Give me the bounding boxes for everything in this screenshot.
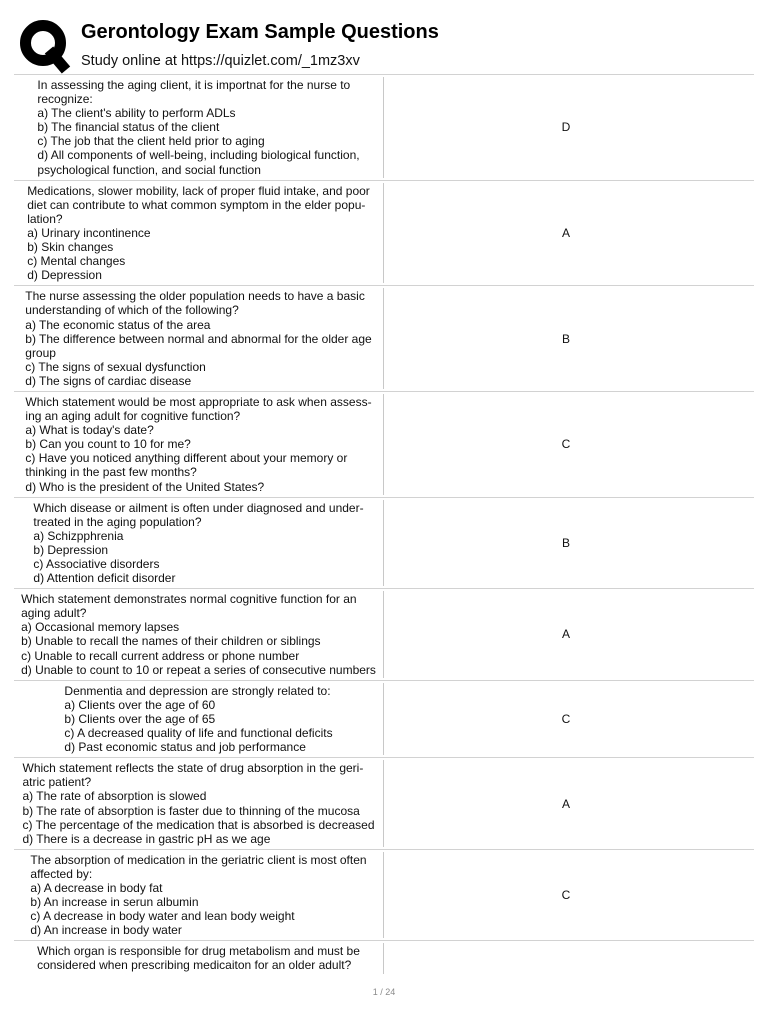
question-text (23, 761, 375, 846)
question-cell (14, 392, 383, 497)
card-row (14, 285, 754, 391)
answer-letter: C (561, 888, 571, 903)
study-online-link[interactable]: https://quizlet.com/_1mz3xv (180, 53, 360, 69)
question-line: In assessing the aging client, it is importnat for the nurse to (37, 78, 351, 92)
answer-cell (384, 181, 754, 286)
question-cell (14, 498, 383, 589)
answer-letter: B (561, 535, 570, 550)
question-line: Which disease or ailment is often under diagnosed and under- (33, 500, 364, 515)
card-row (14, 588, 754, 680)
question-text (64, 684, 332, 754)
question-line: Denmentia and depression are strongly related to: (64, 683, 331, 698)
answer-cell (384, 941, 754, 975)
question-line: Which statement would be most appropriate to ask when assess- (25, 394, 372, 409)
question-cell (14, 681, 383, 757)
option-line: b) Unable to recall the names of their children or siblings (21, 634, 321, 649)
question-text (21, 592, 376, 677)
question-cell (14, 286, 383, 391)
card-row (14, 497, 754, 589)
question-text (25, 395, 371, 494)
option-line: d) There is a decrease in gastric pH as we age (22, 831, 271, 846)
question-cell (14, 941, 383, 975)
option-line: a) Occasional memory lapses (21, 620, 180, 635)
question-text (33, 501, 363, 586)
option-line: b) Clients over the age of 65 (64, 711, 216, 726)
page-indicator: 1 / 24 (372, 987, 396, 997)
option-line: group (25, 345, 56, 360)
answer-cell (384, 286, 754, 391)
option-line: c) A decreased quality of life and functional deficits (64, 726, 333, 741)
question-line: Which statement demonstrates normal cognitive function for an (21, 592, 357, 607)
answer-cell (384, 498, 754, 589)
option-line: b) Depression (33, 542, 109, 557)
option-line: a) Schizpphrenia (33, 528, 124, 543)
option-line: d) An increase in body water (30, 923, 182, 938)
option-line: d) All components of well-being, including biological function, (37, 148, 360, 163)
option-line: a) The economic status of the area (25, 317, 211, 332)
question-cell (14, 589, 383, 680)
option-line: b) Skin changes (27, 240, 114, 255)
question-line: Which organ is responsible for drug metabolism and must be (37, 944, 360, 959)
option-line: a) What is today's date? (25, 423, 154, 438)
document-subtitle (81, 52, 360, 70)
answer-letter: A (561, 225, 570, 240)
answer-letter: D (561, 120, 571, 135)
question-line: considered when prescribing medicaiton for an older adult? (37, 958, 352, 973)
question-line: Medications, slower mobility, lack of proper fluid intake, and poor (27, 183, 370, 198)
option-line: d) Attention deficit disorder (33, 571, 176, 586)
question-line: lation? (27, 211, 63, 226)
card-row (14, 680, 754, 757)
option-line: b) The financial status of the client (37, 120, 220, 135)
option-line: c) The signs of sexual dysfunction (25, 359, 206, 374)
question-line: atric patient? (22, 775, 92, 790)
question-line: recognize: (37, 92, 93, 107)
option-line: b) The rate of absorption is faster due to thinning of the mucosa (22, 803, 360, 818)
question-text (30, 853, 366, 938)
option-line: b) The difference between normal and abnormal for the older age (25, 331, 372, 346)
question-line: treated in the aging population? (33, 514, 202, 529)
answer-cell (384, 589, 754, 680)
option-line: d) Depression (27, 268, 102, 283)
question-line: diet can contribute to what common symptom in the elder popu- (27, 197, 366, 212)
question-line: ing an aging adult for cognitive function? (25, 409, 241, 424)
option-line: c) A decrease in body water and lean body weight (30, 909, 295, 924)
option-line: b) An increase in serun albumin (30, 895, 199, 910)
question-line: The nurse assessing the older population needs to have a basic (25, 289, 365, 304)
subtitle-prefix: Study online at (81, 53, 177, 69)
option-line: c) Mental changes (27, 254, 126, 269)
quizlet-logo-icon (18, 17, 72, 75)
question-cell (14, 75, 383, 180)
answer-letter: B (561, 331, 570, 346)
answer-letter: A (561, 627, 570, 642)
question-text (37, 78, 359, 177)
option-line: a) Clients over the age of 60 (64, 697, 216, 712)
question-line: understanding of which of the following? (25, 303, 239, 318)
option-line: c) The job that the client held prior to aging (37, 134, 265, 149)
card-row (14, 757, 754, 849)
option-line: psychological function, and social function (37, 162, 261, 177)
answer-cell (384, 392, 754, 497)
option-line: a) The client's ability to perform ADLs (37, 106, 236, 121)
answer-cell (384, 681, 754, 757)
answer-letter: C (561, 437, 571, 452)
question-cell (14, 181, 383, 286)
answer-cell (384, 850, 754, 941)
question-line: Which statement reflects the state of drug absorption in the geri- (22, 761, 364, 776)
option-line: a) The rate of absorption is slowed (22, 789, 207, 804)
card-row (14, 180, 754, 286)
option-line: a) A decrease in body fat (30, 880, 163, 895)
option-line: c) Associative disorders (33, 557, 160, 571)
option-line: a) Urinary incontinence (27, 225, 151, 240)
option-line: c) The percentage of the medication that is absorbed is decreased (22, 817, 375, 832)
card-row (14, 940, 754, 975)
option-line: d) The signs of cardiac disease (25, 373, 192, 388)
option-line: thinking in the past few months? (25, 465, 197, 480)
option-line: c) Unable to recall current address or phone number (21, 648, 300, 663)
option-line: d) Past economic status and job performance (64, 740, 306, 755)
answer-letter: C (561, 711, 571, 726)
card-row (14, 74, 754, 180)
flashcard-table (14, 74, 754, 976)
question-text (37, 944, 360, 972)
card-row (14, 391, 754, 497)
answer-cell (384, 758, 754, 849)
answer-cell (384, 75, 754, 180)
answer-letter: A (561, 796, 570, 811)
question-text (25, 289, 371, 388)
question-line: aging adult? (21, 606, 87, 621)
option-line: c) Have you noticed anything different about your memory or (25, 451, 348, 466)
question-line: affected by: (30, 866, 93, 881)
card-row (14, 849, 754, 941)
question-cell (14, 758, 383, 849)
document-title: Gerontology Exam Sample Questions (81, 21, 439, 43)
question-line: The absorption of medication in the geriatric client is most often (30, 852, 367, 867)
option-line: d) Who is the president of the United States? (25, 479, 265, 494)
question-cell (14, 850, 383, 941)
option-line: d) Unable to count to 10 or repeat a series of consecutive numbers (21, 662, 376, 677)
option-line: b) Can you count to 10 for me? (25, 437, 191, 452)
question-text (27, 184, 370, 283)
